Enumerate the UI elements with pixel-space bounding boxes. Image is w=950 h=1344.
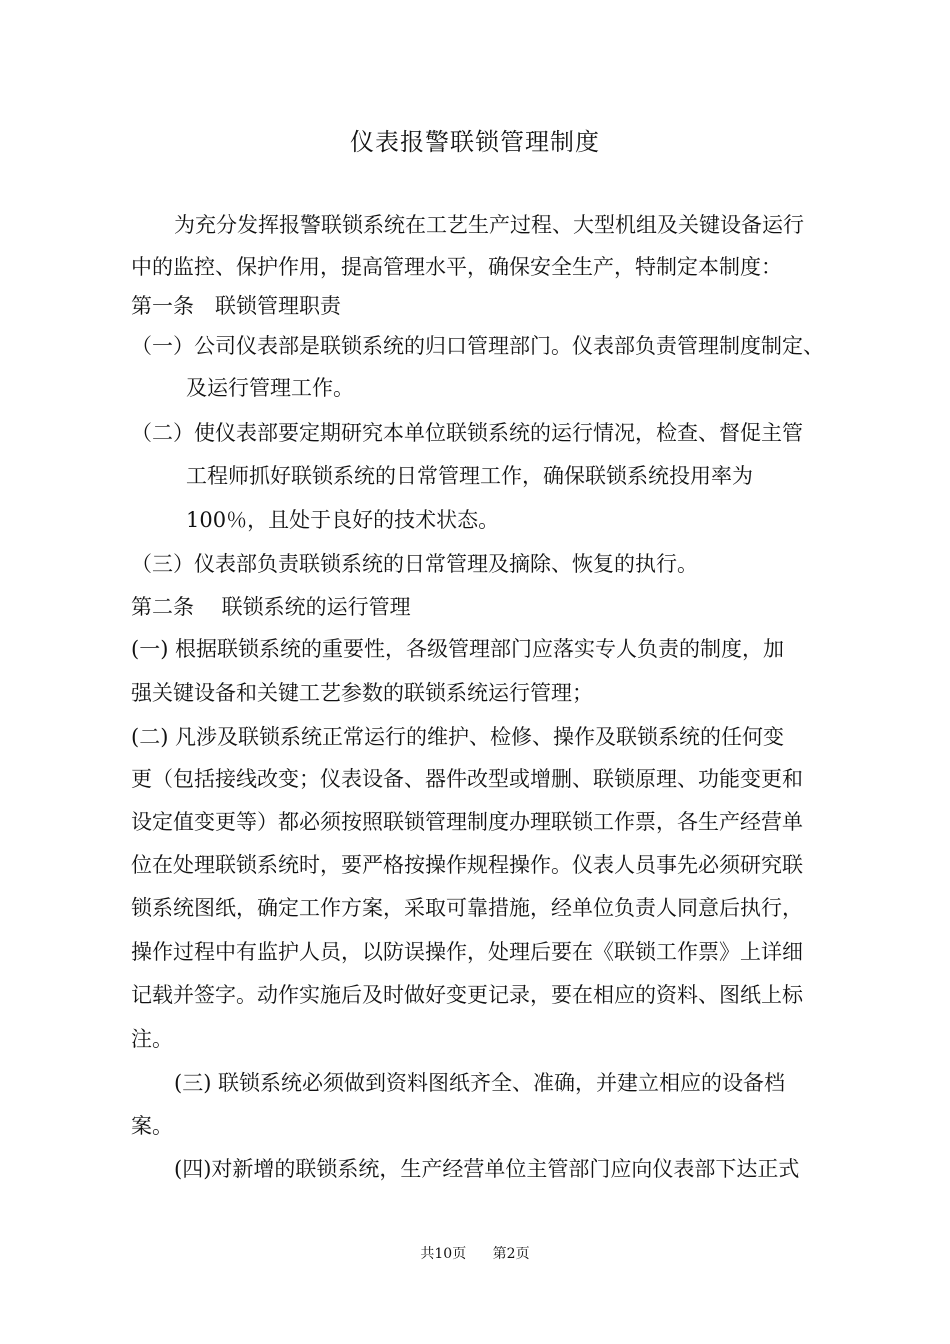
article2-item2-line-5: 锁系统图纸，确定工作方案，采取可靠措施，经单位负责人同意后执行， bbox=[131, 896, 803, 920]
article1-item2-line-2: 工程师抓好联锁系统的日常管理工作，确保联锁系统投用率为 bbox=[186, 464, 753, 488]
document-title: 仪表报警联锁管理制度 bbox=[350, 128, 600, 156]
article2-item2-line-7: 记载并签字。动作实施后及时做好变更记录，要在相应的资料、图纸上标 bbox=[131, 983, 803, 1007]
article1-item2-line-1: （二）使仪表部要定期研究本单位联锁系统的运行情况，检查、督促主管 bbox=[131, 421, 803, 445]
article2-item2-line-3: 设定值变更等）都必须按照联锁管理制度办理联锁工作票，各生产经营单 bbox=[131, 810, 803, 834]
current-page-label: 第2页 bbox=[492, 1246, 530, 1262]
total-pages-label: 共10页 bbox=[420, 1246, 467, 1262]
article2-heading: 第二条 联锁系统的运行管理 bbox=[131, 595, 411, 619]
article1-heading: 第一条 联锁管理职责 bbox=[131, 294, 341, 318]
article2-item2-line-2: 更（包括接线改变；仪表设备、器件改型或增删、联锁原理、功能变更和 bbox=[131, 767, 803, 791]
article2-item3-line-1: (三) 联锁系统必须做到资料图纸齐全、准确，并建立相应的设备档 bbox=[174, 1071, 786, 1095]
article1-item1-line-1: （一）公司仪表部是联锁系统的归口管理部门。仪表部负责管理制度制定、 bbox=[131, 334, 824, 358]
article2-item2-line-4: 位在处理联锁系统时，要严格按操作规程操作。仪表人员事先必须研究联 bbox=[131, 853, 803, 877]
article2-item1-line-1: (一) 根据联锁系统的重要性，各级管理部门应落实专人负责的制度，加 bbox=[131, 637, 785, 661]
intro-line-1: 为充分发挥报警联锁系统在工艺生产过程、大型机组及关键设备运行 bbox=[174, 213, 804, 237]
article2-item2-line-8: 注。 bbox=[131, 1027, 173, 1051]
article1-item3-line-1: （三）仪表部负责联锁系统的日常管理及摘除、恢复的执行。 bbox=[131, 552, 698, 576]
article2-item2-line-6: 操作过程中有监护人员，以防误操作，处理后要在《联锁工作票》上详细 bbox=[131, 940, 803, 964]
article2-item3-line-2: 案。 bbox=[131, 1114, 173, 1138]
article1-item2-line-3: 100％，且处于良好的技术状态。 bbox=[186, 508, 500, 532]
article2-item1-line-2: 强关键设备和关键工艺参数的联锁系统运行管理； bbox=[131, 681, 593, 705]
intro-line-2: 中的监控、保护作用，提高管理水平，确保安全生产，特制定本制度： bbox=[131, 255, 782, 279]
article2-item4-line-1: (四)对新增的联锁系统，生产经营单位主管部门应向仪表部下达正式 bbox=[174, 1157, 800, 1181]
article2-item2-line-1: (二) 凡涉及联锁系统正常运行的维护、检修、操作及联锁系统的任何变 bbox=[131, 725, 785, 749]
page-footer bbox=[0, 1244, 950, 1264]
article1-item1-line-2: 及运行管理工作。 bbox=[186, 376, 354, 400]
